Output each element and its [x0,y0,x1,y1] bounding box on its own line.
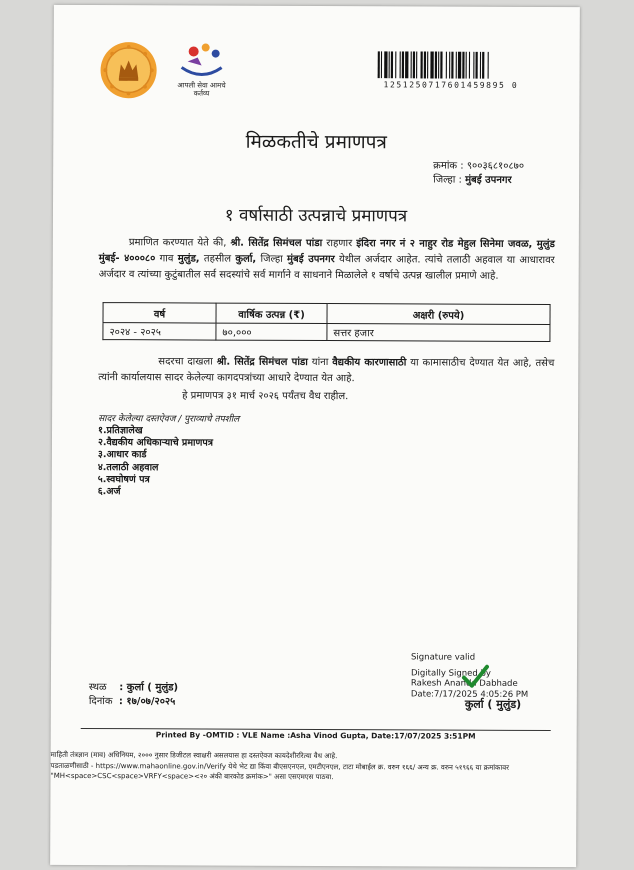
para2-text-c: या कामासाठीच देण्यात येत आहे, तसेच त्यांनी कार्यालयास सादर केलेल्या कागदपत्रांच्या आधारे देण्यात येत आहे. [98,357,555,385]
applicant-name: श्री. सितेंद्र सिमंचल पांडा [230,237,323,250]
para1-text-c: गाव [159,253,174,265]
column-header-annual-income: वार्षिक उत्पन्न (₹) [216,303,327,323]
table-row [103,323,550,342]
certification-paragraph [99,235,555,285]
purpose: वैद्यकीय कारणासाठी [332,357,407,369]
cell-year: २०२४ - २०२५ [103,323,216,340]
certificate-page [50,5,580,867]
certificate-meta [433,160,524,188]
table-header-row [103,303,550,325]
district-label: जिल्हा : [433,174,462,186]
cell-income-words: सत्तर हजार [327,324,550,342]
para2-text-a: सदरचा दाखला [158,356,213,368]
documents-list [98,425,213,499]
signer-name: Rakesh Ananda Dabhade [410,678,518,690]
footer-line: पडताळणीसाठी - https://www.mahaonline.gov.in/Verify येथे भेट द्या किंवा बीएसएनएल, एमटीएनएल, टाटा मोबाईल क्र. वरुन १६६/ अन्य क्र. वरुन ५१९६६ या क्रमांकावर [50,761,509,772]
aapli-seva-logo [171,37,231,99]
certificate-subtitle: १ वर्षासाठी उत्पन्नाचे प्रमाणपत्र [224,205,408,227]
para2-text-b: यांना [311,356,329,369]
footer-notes [50,750,576,784]
digital-signature-block [411,652,529,699]
list-item: ३.आधार कार्ड [97,449,147,461]
applicant-name-2: श्री. सितेंद्र सिमंचल पांडा [216,356,308,368]
place-date-block [89,681,178,709]
signed-by-text: Digitally Signed by [410,668,491,679]
para1-text-f: येथील अर्जदार आहेत. त्यांचे तलाठी अहवाल या आधारावर अर्जदार व त्यांच्या कुटुंबातील सर्व सदस्यांचे सर्व मार्गाने व साधनाने मिळालेले १ वर्षाचे उत्पन्न खालील प्रमाणे आहे. [98,254,555,282]
barcode-number: 1251250717601459895 0 [383,80,519,90]
maharashtra-seal-logo [99,41,157,99]
column-header-in-words: अक्षरी (रुपये) [327,304,550,325]
para1-text-e: जिल्हा [260,253,283,265]
footer-line: "MH<space>CSC<space>VRFY<space><२० अंकी बारकोड क्रमांक>" असा एसएमएस पाठवा. [50,771,334,782]
cell-income: ७०,००० [216,323,327,340]
place-value: : कुर्ला ( मुलुंड) [119,682,179,694]
date-label: दिनांक [88,696,113,708]
para1-text-b: राहणार [326,238,353,250]
logo-tagline: आपली सेवा आमचे कर्तव्य [177,81,226,98]
place-label: स्थळ [88,682,107,694]
signature-date: Date:7/17/2025 4:05:26 PM [410,689,529,700]
signature-valid-text: Signature valid [411,652,476,663]
printed-by-line: Printed By -OMTID : VLE Name :Asha Vinod Gupta, Date:17/07/2025 3:51PM [155,730,476,741]
district-value: मुंबई उपनगर [465,174,512,186]
certificate-number: ९००३६८१०८७० [466,160,525,172]
column-header-year: वर्ष [103,303,216,323]
documents-title: सादर केलेल्या दस्तऐवज / पुराव्याचे तपशील [98,414,240,425]
barcode [378,51,572,79]
tehsil: कुर्ला, [235,253,257,265]
footer-line: माहिती तंत्रज्ञान (माव) अधिनियम, २००० नुसार डिजीटल स्वाक्षरी असलयास हा दस्तऐवज कायदेशीररित्या वैध आहे. [50,750,338,761]
applicant-address: इंदिरा नगर नं २ नाहुर रोड मेहुल सिनेमा जवळ, मुलुंड मुंबई- ४०००८० [98,238,555,265]
validity-statement: हे प्रमाणपत्र ३१ मार्च २०२६ पर्यंतच वैध राहील. [182,390,349,403]
purpose-paragraph [98,354,554,388]
para1-text-a: प्रमाणित करण्यात येते की, [128,237,227,249]
signature-location: कुर्ला ( मुलुंड) [464,697,522,711]
date-value: : १७/०७/२०२५ [118,696,176,708]
list-item: २.वैद्यकीय अधिकाऱ्याचे प्रमाणपत्र [97,437,214,449]
list-item: ६.अर्ज [97,486,121,498]
list-item: ४.तलाठी अहवाल [97,461,159,473]
para1-text-d: तहसील [203,253,232,265]
checkmark-icon [461,663,489,691]
district: मुंबई उपनगर [287,253,335,266]
certificate-title: मिळकतीचे प्रमाणपत्र [245,130,387,154]
number-label: क्रमांक : [433,160,464,172]
list-item: १.प्रतिज्ञालेख [97,425,143,437]
income-table [102,302,550,342]
list-item: ५.स्वघोषणं पत्र [97,473,150,486]
village: मुलुंड, [177,253,200,265]
